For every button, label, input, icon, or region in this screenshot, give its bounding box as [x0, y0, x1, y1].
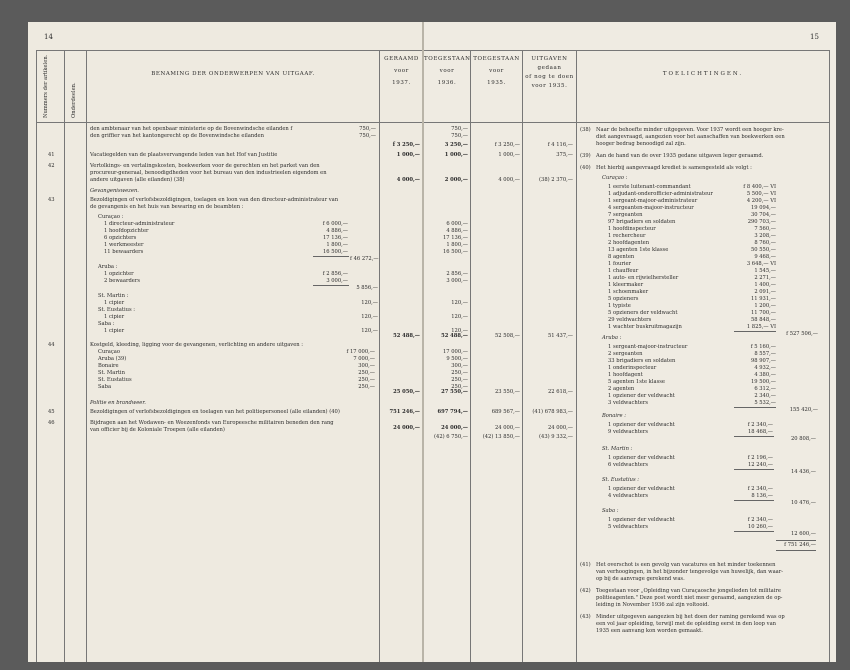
art43-martin-val: 120,— — [361, 300, 378, 306]
cur-item: 1 eerste luitenant-commandant — [608, 184, 691, 190]
intro-total: f 3 250,— — [392, 142, 420, 148]
art43-saba-label: Saba : — [98, 321, 115, 327]
mar-val-0: f 2 196,— — [747, 455, 773, 461]
art43-cur-total: f 46 272,— — [350, 256, 379, 262]
cur-value: 11 700,— — [751, 310, 776, 316]
art42-number: 42 — [48, 163, 55, 169]
note40-number: (40) — [580, 165, 591, 171]
art43-cur-item-0: 1 directeur-administrateur — [104, 221, 175, 227]
mar-val-1: 12 240,— — [748, 462, 773, 468]
art43-cur-val-3: 1 800,— — [326, 242, 348, 248]
cur-value: 1 545,— — [754, 268, 776, 274]
art44-val-2: 300,— — [358, 363, 375, 369]
aru-value: 5 532,— — [754, 400, 776, 406]
cur-item: 1 auto- en rijwielhersteller — [608, 275, 679, 281]
aru-item: 1 opziener der veldwacht — [608, 393, 675, 399]
art43-cur-item-1: 1 hoofdopzichter — [104, 228, 149, 234]
note40-martin-label: St. Martin : — [602, 446, 633, 452]
bon-total: 20 808,— — [791, 436, 816, 442]
art43-eust-val: 120,— — [361, 314, 378, 320]
note41-line-0: Het overschot is een gevolg van vacatures en het minder toekennen — [596, 562, 776, 568]
art44-text: Kostgeld, kleeding, ligging voor de gevangenen, verlichting en andere uitgaven : — [90, 342, 304, 348]
header-benaming: BENAMING DER ONDERWERPEN VAN UITGAAF. — [151, 71, 315, 77]
intro-line-1: den ambtenaar van het openbaar ministerie op de Bovenwindsche eilanden f — [90, 126, 293, 132]
c36-cur-3: 1 800,— — [446, 242, 468, 248]
note42-number: (42) — [580, 588, 591, 594]
art43-line-1: Bezoldigingen of verlofsbezoldigingen, toelagen en loon van den directeur-administrateur van — [90, 197, 339, 203]
art44-val-4: 250,— — [358, 377, 375, 383]
mar-item-0: 1 opziener der veldwacht — [608, 455, 675, 461]
note43-line-0: Minder uitgegeven aangezien bij het doen der raming gerekend was op — [596, 614, 785, 620]
art45-number: 45 — [48, 409, 55, 415]
art46-number: 46 — [48, 420, 55, 426]
c36-cur-1: 4 886,— — [446, 228, 468, 234]
art43-cur-val-1: 4 886,— — [326, 228, 348, 234]
eus-item-1: 4 veldwachters — [608, 493, 649, 499]
cur-value: f 8 400,— VI — [743, 184, 776, 190]
eus-total: 10 476,— — [791, 500, 816, 506]
cur-item: 4 sergeanten-majoor-instructeur — [608, 205, 694, 211]
cur-item: 8 agenten — [608, 254, 635, 260]
c35-art45: 689 567,— — [491, 409, 520, 415]
c36-a44-3: 250,— — [451, 370, 468, 376]
sab-item-1: 5 veldwachters — [608, 524, 649, 530]
note38-line-0: Naar de behoefte minder uitgegeven. Voor 1937 wordt een hooger kre- — [596, 127, 784, 133]
aru-value: 19 500,— — [751, 379, 776, 385]
aru-item: 1 sergeant-majoor-instructeur — [608, 344, 688, 350]
c36-intro-0: 750,— — [451, 126, 468, 132]
art43-cur-val-0: f 6 000,— — [322, 221, 348, 227]
art44-number: 44 — [48, 342, 55, 348]
art44-item-4: St. Eustatius — [98, 377, 132, 383]
note42-line-1: politieagenten." Deze post wordt niet meer geraamd, aangezien de op- — [596, 595, 783, 601]
c36-art43: 52 488,— — [441, 333, 468, 339]
c36-a44-0: 17 000,— — [443, 349, 468, 355]
cur-item: 7 sergeanten — [608, 212, 643, 218]
note40-saba-label: Saba : — [602, 508, 619, 514]
c36-a44-1: 9 500,— — [446, 356, 468, 362]
note40-aruba-label: Aruba : — [602, 335, 622, 341]
note40-grand-total: f 751 246,— — [784, 542, 816, 548]
cur-value: 3 648,— VI — [746, 261, 776, 267]
cu-art46: 24 000,— — [548, 425, 573, 431]
header-onderdeelen: Onderdeelen. — [71, 82, 77, 118]
cur-item: 1 rechercheur — [608, 233, 646, 239]
c35-art46: 24 000,— — [495, 425, 520, 431]
art43-cur-item-2: 6 opzichters — [104, 235, 137, 241]
art42-line-3: andere uitgaven (alle eilanden) (38) — [90, 177, 185, 183]
c36-aru-0: 2 856,— — [446, 271, 468, 277]
cur-item: 2 hoofdagenten — [608, 240, 650, 246]
art43-aruba-label: Aruba : — [98, 264, 118, 270]
aru-item: 2 sergeanten — [608, 351, 643, 357]
note38-line-1: diet aangevraagd, aangezien voor het aanschaffen van boekwerken een — [596, 134, 785, 140]
note43-line-1: een vol jaar opleiding, terwijl met de opleiding eerst in den loop van — [596, 621, 777, 627]
art43-martin-item: 1 cipier — [104, 300, 125, 306]
cu-art41: 375,— — [556, 152, 573, 158]
art43-cur-val-4: 16 500,— — [323, 249, 348, 255]
aru-value: 6 312,— — [754, 386, 776, 392]
art43-eust-item: 1 cipier — [104, 314, 125, 320]
cur-value: 1 400,— — [754, 282, 776, 288]
art43-saba-item: 1 cipier — [104, 328, 125, 334]
note40-bonaire-label: Bonaire : — [602, 413, 626, 419]
c36-cur-4: 16 500,— — [443, 249, 468, 255]
left-page — [28, 22, 423, 662]
art43-cur-item-4: 11 bewaarders — [104, 249, 144, 255]
mar-item-1: 6 veldwachters — [608, 462, 649, 468]
cur-value: 9 468,— — [754, 254, 776, 260]
art42-line-2: procureur-generaal, benoodigdheden voor het bureau van den industrieelen eigendom en — [90, 170, 327, 176]
note41-number: (41) — [580, 562, 591, 568]
aru-value: 8 557,— — [754, 351, 776, 357]
c36-art46: 24 000,— — [441, 425, 468, 431]
art44-val-5: 250,— — [358, 384, 375, 390]
art43-martin-label: St. Martin : — [98, 293, 129, 299]
art42-line-1: Vertolkings- en vertalingskosten, boekwerken voor de gerechten en het parket van den — [90, 163, 320, 169]
cur-item: 1 chauffeur — [608, 268, 639, 274]
header-geraamd: GERAAMD voor 1937. — [384, 56, 419, 86]
aru-item: 5 agenten 1ste klasse — [608, 379, 665, 385]
art43-amount: 52 488,— — [393, 333, 420, 339]
aru-item: 2 agenten — [608, 386, 635, 392]
cur-item: 1 wachter buskruitmagazijn — [608, 324, 682, 330]
c36-aru-1: 3 000,— — [446, 278, 468, 284]
aru-item: 1 hoofdagent — [608, 372, 643, 378]
art44-amount: 25 050,— — [393, 389, 420, 395]
c36-art44: 27 550,— — [441, 389, 468, 395]
aru-value: 4 932,— — [754, 365, 776, 371]
c36-cur-0: 6 000,— — [446, 221, 468, 227]
c35-art46b: (42) 13 850,— — [482, 434, 520, 440]
cur-item: 29 veldwachters — [608, 317, 652, 323]
art43-saba-val: 120,— — [361, 328, 378, 334]
page-number-right: 15 — [810, 33, 819, 41]
c36-cur-2: 17 136,— — [443, 235, 468, 241]
cur-total: f 527 506,— — [786, 331, 818, 337]
art43-number: 43 — [48, 197, 55, 203]
c36-intro-total: 3 250,— — [444, 142, 468, 148]
art44-val-0: f 17 000,— — [346, 349, 375, 355]
intro-sub-1: 750,— — [359, 126, 376, 132]
art44-val-1: 7 000,— — [353, 356, 375, 362]
cu-intro: f 4 116,— — [547, 142, 573, 148]
gevangeniswezen-heading: Gevangeniswezen. — [90, 188, 139, 194]
c36-a44-4: 250,— — [451, 377, 468, 383]
note39-number: (39) — [580, 153, 591, 159]
cur-item: 13 agenten 1ste klasse — [608, 247, 669, 253]
sab-val-0: f 2 340,— — [747, 517, 773, 523]
aru-value: 2 340,— — [754, 393, 776, 399]
note43-number: (43) — [580, 614, 591, 620]
bon-val-1: 18 468,— — [748, 429, 773, 435]
cur-value: 5 500,— VI — [746, 191, 776, 197]
art43-cur-val-2: 17 136,— — [323, 235, 348, 241]
bon-val-0: f 2 340,— — [747, 422, 773, 428]
header-toegestaan-1935: TOEGESTAAN voor 1935. — [473, 56, 520, 86]
note41-line-2: op bij de aanvrage gerekend was. — [596, 576, 685, 582]
bon-item-1: 9 veldwachters — [608, 429, 649, 435]
mar-total: 14 436,— — [791, 469, 816, 475]
sab-item-0: 1 opziener der veldwacht — [608, 517, 675, 523]
cur-value: 8 760,— — [754, 240, 776, 246]
sab-total: 12 600,— — [791, 531, 816, 537]
note38-line-2: hooger bedrag benoodigd zal zijn. — [596, 141, 686, 147]
sab-val-1: 10 260,— — [748, 524, 773, 530]
art44-item-1: Aruba (39) — [98, 356, 127, 362]
bon-item-0: 1 opziener der veldwacht — [608, 422, 675, 428]
aru-item: 1 onderinspecteur — [608, 365, 657, 371]
header-uitgaven: UITGAVEN gedaan of nog te doen voor 1935. — [525, 56, 574, 89]
cur-value: 3 208,— — [754, 233, 776, 239]
c36-intro-1: 750,— — [451, 133, 468, 139]
art43-cur-item-3: 1 werkmeester — [104, 242, 144, 248]
note40-text: Het hierbij aangevraagd krediet is samengesteld als volgt : — [596, 165, 752, 171]
aru-item: 33 brigadiers en soldaten — [608, 358, 676, 364]
c35-art43: 52 508,— — [495, 333, 520, 339]
page-number-left: 14 — [44, 33, 53, 41]
art46-amount: 24 000,— — [393, 425, 420, 431]
art45-amount: 751 246,— — [389, 409, 420, 415]
art43-aru-val-1: 3 000,— — [326, 278, 348, 284]
art41-amount: 1 000,— — [396, 152, 420, 158]
note38-number: (38) — [580, 127, 591, 133]
note40-eust-label: St. Eustatius : — [602, 477, 640, 483]
note41-line-1: van verhoogingen, in het bijzonder tengevolge van huwelijk, dan waar- — [596, 569, 784, 575]
cur-value: 1 200,— — [754, 303, 776, 309]
right-page — [424, 22, 836, 662]
cur-item: 1 kleermaker — [608, 282, 644, 288]
c35-art44: 23 550,— — [495, 389, 520, 395]
cur-value: 19 094,— — [751, 205, 776, 211]
cur-item: 1 fourier — [608, 261, 632, 267]
intro-line-2: den griffier van het kantongerecht op de Bovenwindsche eilanden — [90, 133, 264, 139]
art46-line-1: Bijdragen aan het Wodawen- en Weezenfonds van Europeesche militairen beneden den rang — [90, 420, 334, 426]
c36-art45: 697 794,— — [437, 409, 468, 415]
cur-value: 2 091,— — [754, 289, 776, 295]
cur-value: 290 703,— — [747, 219, 776, 225]
politie-heading: Politie en brandweer. — [90, 400, 146, 406]
cur-value: 30 704,— — [751, 212, 776, 218]
c35-art42: 4 000,— — [498, 177, 520, 183]
c35-art41: 1 000,— — [498, 152, 520, 158]
cur-item: 1 hoofdinspecteur — [608, 226, 656, 232]
art41-number: 41 — [48, 152, 55, 158]
header-nummers: Nummers der artikelen. — [43, 54, 49, 118]
note39-text: Aan de hand van de over 1935 gedane uitgaven leger geraamd. — [596, 153, 764, 159]
c36-a44-2: 300,— — [451, 363, 468, 369]
cu-art43: 51 437,— — [548, 333, 573, 339]
cur-item: 5 opzieners — [608, 296, 639, 302]
note42-line-0: Toegestaan voor „Opleiding van Curaçaosche jongelieden tot militaire — [596, 588, 781, 594]
c36-cip-0: 120,— — [451, 300, 468, 306]
c35-intro: f 3 250,— — [494, 142, 520, 148]
art43-line-2: de gevangenis en het huis van bewaring en de beambten : — [90, 204, 244, 210]
note40-curacao-label: Curaçao : — [602, 175, 628, 181]
art44-item-0: Curaçao — [98, 349, 121, 355]
c36-art42: 2 000,— — [444, 177, 468, 183]
eus-val-1: 8 136,— — [751, 493, 773, 499]
c36-cip-2: 120,— — [451, 328, 468, 334]
cu-art46b: (43) 9 332,— — [539, 434, 573, 440]
cur-item: 5 opzieners der veldwacht — [608, 310, 678, 316]
cur-item: 1 sergeant-majoor-administrateur — [608, 198, 698, 204]
cur-item: 97 brigadiers en soldaten — [608, 219, 676, 225]
art43-aru-val-0: f 2 856,— — [322, 271, 348, 277]
c36-a44-5: 250,— — [451, 384, 468, 390]
header-toelichtingen: TOELICHTINGEN. — [662, 71, 744, 77]
eus-val-0: f 2 340,— — [747, 486, 773, 492]
aru-value: 98 907,— — [751, 358, 776, 364]
cur-value: 7 560,— — [754, 226, 776, 232]
art44-item-2: Bonaire — [98, 363, 119, 369]
cur-value: 4 200,— VI — [746, 198, 776, 204]
art45-text: Bezoldigingen of verlofsbezoldigingen en toelagen van het politiepersoneel (alle eilanden) (40) — [90, 409, 340, 415]
c36-cip-1: 120,— — [451, 314, 468, 320]
art43-aru-item-0: 1 opzichter — [104, 271, 134, 277]
cur-value: 11 931,— — [751, 296, 776, 302]
aru-item: 3 veldwachters — [608, 400, 649, 406]
art44-item-3: St. Martin — [98, 370, 125, 376]
cur-value: 58 848,— — [751, 317, 776, 323]
cur-item: 1 adjudant-onderofficier-administrateur — [608, 191, 713, 197]
eus-item-0: 1 opziener der veldwacht — [608, 486, 675, 492]
c36-art41: 1 000,— — [444, 152, 468, 158]
cu-art44: 22 618,— — [548, 389, 573, 395]
art46-line-2: van officier bij de Koloniale Troepen (alle eilanden) — [90, 427, 225, 433]
cu-art42: (38) 2 370,— — [539, 177, 573, 183]
note42-line-2: leiding in November 1936 zal zijn voltooid. — [596, 602, 710, 608]
art43-eust-label: St. Eustatius : — [98, 307, 136, 313]
cur-value: 50 550,— — [751, 247, 776, 253]
aru-value: f 5 160,— — [750, 344, 776, 350]
art43-aru-item-1: 2 bewaarders — [104, 278, 140, 284]
header-toegestaan-1936: TOEGESTAAN voor 1936. — [424, 56, 471, 86]
aru-total: 155 420,— — [789, 407, 818, 413]
art44-val-3: 250,— — [358, 370, 375, 376]
art44-item-5: Saba — [98, 384, 112, 390]
cur-item: 1 typiste — [608, 303, 631, 309]
art41-text: Vacatiegelden van de plaatsvervangende leden van het Hof van Justitie — [90, 152, 278, 158]
cur-item: 1 schoenmaker — [608, 289, 649, 295]
note43-line-2: 1935 een aanvang kon worden gemaakt. — [596, 628, 703, 634]
cur-value: 1 825,— VI — [746, 324, 776, 330]
art42-amount: 4 000,— — [396, 177, 420, 183]
cur-value: 2 271,— — [754, 275, 776, 281]
aru-value: 4 380,— — [754, 372, 776, 378]
art43-aru-total: 5 856,— — [356, 285, 378, 291]
cu-art45: (41) 678 983,— — [532, 409, 573, 415]
art43-curacao-label: Curaçao : — [98, 214, 124, 220]
c36-art46b: (42) 6 750,— — [434, 434, 468, 440]
intro-sub-2: 750,— — [359, 133, 376, 139]
